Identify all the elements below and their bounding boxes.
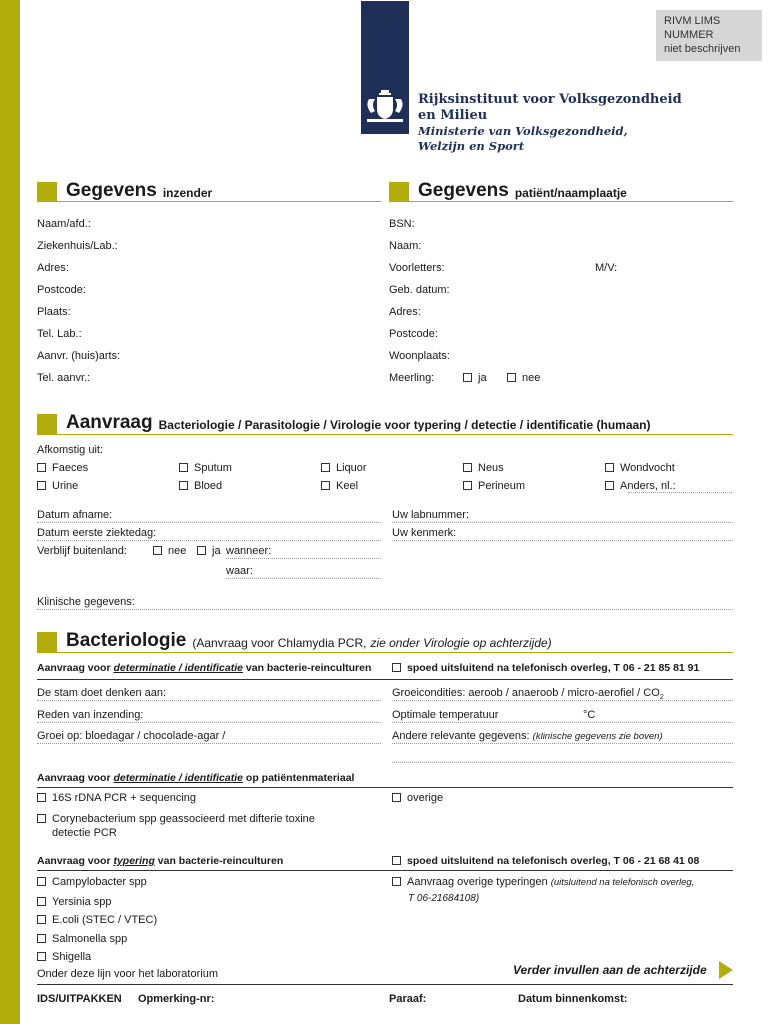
option-urine-label: Urine bbox=[52, 480, 79, 492]
field-postcode[interactable]: Postcode: bbox=[37, 284, 86, 296]
checkbox-icon[interactable] bbox=[37, 814, 46, 823]
org-name-line2: en Milieu bbox=[418, 108, 488, 123]
dotted-line bbox=[37, 540, 381, 541]
field-naam-afd[interactable]: Naam/afd.: bbox=[37, 218, 91, 230]
dotted-line bbox=[226, 558, 381, 559]
lims-line2: NUMMER bbox=[664, 29, 714, 41]
typ-ecoli[interactable] bbox=[37, 914, 157, 926]
inzender-fields bbox=[37, 218, 377, 394]
checkbox-icon[interactable] bbox=[507, 373, 516, 382]
field-voorletters[interactable]: Voorletters: bbox=[389, 262, 445, 274]
checkbox-icon[interactable] bbox=[463, 373, 472, 382]
verblijf-nee-label: nee bbox=[168, 545, 187, 557]
coat-of-arms-icon bbox=[365, 89, 405, 125]
stam-label[interactable]: De stam doet denken aan: bbox=[37, 687, 167, 699]
overige-typ-note: (uitsluitend na telefonisch overleg, bbox=[550, 877, 695, 888]
typ-head-c: van bacterie-reinculturen bbox=[157, 855, 284, 867]
andere-text: Andere relevante gegevens: bbox=[392, 730, 530, 742]
dotted-line bbox=[37, 722, 381, 723]
option-sputum[interactable] bbox=[179, 462, 232, 474]
checkbox-icon[interactable] bbox=[392, 663, 401, 672]
temp-label[interactable]: Optimale temperatuur bbox=[392, 709, 499, 721]
overige-typ-tel: T 06-21684108) bbox=[408, 893, 480, 904]
klinisch-label[interactable]: Klinische gegevens: bbox=[37, 596, 135, 608]
field-adres-patient[interactable]: Adres: bbox=[389, 306, 421, 318]
dotted-line bbox=[392, 540, 733, 541]
dotted-line bbox=[392, 522, 733, 523]
andere-note: (klinische gegevens zie boven) bbox=[532, 731, 663, 742]
dotted-line bbox=[37, 743, 381, 744]
det-head-a: Aanvraag voor bbox=[37, 662, 111, 674]
pat-head bbox=[37, 772, 354, 784]
option-bloed-label: Bloed bbox=[194, 480, 223, 492]
inzender-subtitle: inzender bbox=[162, 186, 213, 200]
verder-label: Verder invullen aan de achterzijde bbox=[513, 963, 707, 977]
groei-label[interactable]: Groei op: bloedagar / chocolade-agar / bbox=[37, 730, 226, 742]
dotted-line bbox=[392, 762, 733, 763]
arrow-right-icon bbox=[719, 961, 733, 979]
divider bbox=[37, 679, 733, 680]
field-woonplaats[interactable]: Woonplaats: bbox=[389, 350, 450, 362]
checkbox-icon[interactable] bbox=[153, 546, 162, 555]
divider bbox=[389, 201, 733, 202]
checkbox-icon[interactable] bbox=[37, 463, 46, 472]
typ-salmonella[interactable] bbox=[37, 933, 127, 945]
typ-head-a: Aanvraag voor bbox=[37, 855, 111, 867]
checkbox-icon[interactable] bbox=[37, 793, 46, 802]
org-name-line1: Rijksinstituut voor Volksgezondheid bbox=[418, 92, 682, 107]
field-voorletters-row bbox=[389, 262, 729, 284]
aanvraag-subtitle: Bacteriologie / Parasitologie / Virologie voor typering / detectie / identificatie (humaan) bbox=[158, 418, 651, 432]
option-sputum-label: Sputum bbox=[194, 462, 232, 474]
typ-head bbox=[37, 855, 283, 867]
lims-line1: RIVM LIMS bbox=[664, 15, 721, 27]
lab-line-label: Onder deze lijn voor het laboratorium bbox=[37, 968, 218, 980]
typ-ecoli-label: E.coli (STEC / VTEC) bbox=[52, 914, 158, 926]
pat-head-a: Aanvraag voor bbox=[37, 772, 111, 784]
meerling-ja-option[interactable] bbox=[463, 372, 487, 384]
option-liquor-label: Liquor bbox=[336, 462, 367, 474]
dotted-line bbox=[392, 722, 733, 723]
lims-line3: niet beschrijven bbox=[664, 43, 741, 55]
field-meerling-row bbox=[389, 372, 729, 394]
checkbox-icon[interactable] bbox=[37, 481, 46, 490]
verblijf-nee-option[interactable] bbox=[153, 545, 186, 557]
checkbox-icon[interactable] bbox=[605, 481, 614, 490]
field-adres[interactable]: Adres: bbox=[37, 262, 69, 274]
dotted-line bbox=[37, 700, 381, 701]
overige-typ-label: Aanvraag overige typeringen bbox=[407, 876, 548, 888]
org-name bbox=[418, 92, 682, 124]
typ-yersinia[interactable] bbox=[37, 896, 112, 908]
typ-head-b: typering bbox=[113, 855, 155, 867]
verblijf-label: Verblijf buitenland: bbox=[37, 545, 127, 557]
overige-typ-option[interactable] bbox=[392, 876, 694, 888]
pat-head-b: determinatie / identificatie bbox=[113, 772, 243, 784]
checkbox-icon[interactable] bbox=[392, 856, 401, 865]
checkbox-icon[interactable] bbox=[463, 463, 472, 472]
checkbox-icon[interactable] bbox=[463, 481, 472, 490]
pcr-label: 16S rDNA PCR + sequencing bbox=[52, 792, 196, 804]
section-marker bbox=[37, 632, 57, 652]
datum-binnenkomst-label[interactable]: Datum binnenkomst: bbox=[518, 993, 628, 1005]
section-marker bbox=[37, 182, 57, 202]
checkbox-icon[interactable] bbox=[37, 934, 46, 943]
rijks-logo bbox=[361, 1, 409, 134]
patient-header bbox=[389, 180, 627, 202]
checkbox-icon[interactable] bbox=[321, 463, 330, 472]
det-head-b: determinatie / identificatie bbox=[113, 662, 243, 674]
field-plaats[interactable]: Plaats: bbox=[37, 306, 71, 318]
section-marker bbox=[37, 414, 57, 434]
bact-subtitle-a: (Aanvraag voor Chlamydia PCR, bbox=[192, 636, 367, 650]
option-anders-label: Anders, nl.: bbox=[620, 480, 676, 492]
bact-title: Bacteriologie bbox=[66, 630, 187, 651]
ministry-line2: Welzijn en Sport bbox=[418, 139, 525, 153]
option-perineum[interactable] bbox=[463, 480, 525, 492]
divider bbox=[37, 652, 733, 653]
meerling-nee-option[interactable] bbox=[507, 372, 540, 384]
side-color-bar bbox=[0, 0, 20, 1024]
dotted-line bbox=[37, 609, 733, 610]
afkomstig-label: Afkomstig uit: bbox=[37, 444, 104, 456]
option-wondvocht-label: Wondvocht bbox=[620, 462, 675, 474]
field-ziekenhuis[interactable]: Ziekenhuis/Lab.: bbox=[37, 240, 118, 252]
pat-head-c: op patiëntenmateriaal bbox=[245, 772, 355, 784]
field-geb-datum[interactable]: Geb. datum: bbox=[389, 284, 450, 296]
pcr-option[interactable] bbox=[37, 792, 196, 804]
labnummer-label[interactable]: Uw labnummer: bbox=[392, 509, 470, 521]
checkbox-icon[interactable] bbox=[392, 793, 401, 802]
divider bbox=[37, 434, 733, 435]
spoed1-label: spoed uitsluitend na telefonisch overleg, T 06 - 21 85 81 91 bbox=[407, 662, 700, 674]
spoed2-label: spoed uitsluitend na telefonisch overleg, T 06 - 21 68 41 08 bbox=[407, 855, 700, 867]
typ-yersinia-label: Yersinia spp bbox=[52, 896, 112, 908]
meerling-nee-label: nee bbox=[522, 372, 541, 384]
field-postcode-patient[interactable]: Postcode: bbox=[389, 328, 438, 340]
dotted-line bbox=[37, 522, 381, 523]
co2-subscript: 2 bbox=[659, 694, 664, 702]
dotted-line bbox=[392, 700, 733, 701]
det-head-c: van bacterie-reinculturen bbox=[245, 662, 372, 674]
checkbox-icon[interactable] bbox=[392, 877, 401, 886]
field-naam[interactable]: Naam: bbox=[389, 240, 422, 252]
checkbox-icon[interactable] bbox=[37, 877, 46, 886]
spoed1-option[interactable] bbox=[392, 662, 699, 674]
checkbox-icon[interactable] bbox=[179, 463, 188, 472]
checkbox-icon[interactable] bbox=[179, 481, 188, 490]
verblijf-row bbox=[37, 545, 381, 557]
option-bloed[interactable] bbox=[179, 480, 222, 492]
inzender-title: Gegevens bbox=[66, 180, 157, 201]
aanvraag-header bbox=[37, 412, 651, 434]
spoed2-option[interactable] bbox=[392, 855, 699, 867]
coryne-option[interactable] bbox=[37, 813, 315, 825]
divider bbox=[37, 984, 733, 985]
patient-fields bbox=[389, 218, 729, 394]
option-faeces-label: Faeces bbox=[52, 462, 89, 474]
section-marker bbox=[389, 182, 409, 202]
field-bsn[interactable]: BSN: bbox=[389, 218, 415, 230]
meerling-ja-label: ja bbox=[478, 372, 487, 384]
patient-subtitle: patiënt/naamplaatje bbox=[514, 186, 627, 200]
option-faeces[interactable] bbox=[37, 462, 88, 474]
option-liquor[interactable] bbox=[321, 462, 367, 474]
inzender-header bbox=[37, 180, 212, 202]
dotted-line bbox=[392, 743, 733, 744]
waar-label[interactable]: waar: bbox=[226, 565, 253, 577]
divider bbox=[37, 201, 381, 202]
option-neus[interactable] bbox=[463, 462, 504, 474]
overige-option[interactable] bbox=[392, 792, 443, 804]
verblijf-ja-label: ja bbox=[212, 545, 221, 557]
coryne-label-1: Corynebacterium spp geassocieerd met difterie toxine bbox=[52, 813, 315, 825]
datum-afname-label[interactable]: Datum afname: bbox=[37, 509, 113, 521]
typ-salmonella-label: Salmonella spp bbox=[52, 933, 128, 945]
checkbox-icon[interactable] bbox=[321, 481, 330, 490]
typ-campylobacter-label: Campylobacter spp bbox=[52, 876, 147, 888]
field-meerling: Meerling: bbox=[389, 372, 435, 384]
andere-label[interactable] bbox=[392, 730, 663, 742]
dotted-line bbox=[226, 578, 381, 579]
checkbox-icon[interactable] bbox=[605, 463, 614, 472]
anders-line[interactable] bbox=[628, 492, 732, 493]
bact-subtitle-b: zie onder Virologie op achterzijde) bbox=[370, 636, 552, 650]
checkbox-icon[interactable] bbox=[197, 546, 206, 555]
option-anders[interactable] bbox=[605, 480, 676, 492]
divider bbox=[37, 870, 733, 871]
option-wondvocht[interactable] bbox=[605, 462, 675, 474]
checkbox-icon[interactable] bbox=[37, 952, 46, 961]
opmerking-label[interactable]: Opmerking-nr: bbox=[138, 993, 215, 1005]
paraaf-label[interactable]: Paraaf: bbox=[389, 993, 427, 1005]
groeicond-text: Groeicondities: aeroob / anaeroob / micro-aerofiel / CO bbox=[392, 687, 660, 699]
ministry-line1: Ministerie van Volksgezondheid, bbox=[418, 124, 628, 138]
aanvraag-title: Aanvraag bbox=[66, 412, 153, 433]
field-mv[interactable]: M/V: bbox=[595, 262, 618, 274]
option-neus-label: Neus bbox=[478, 462, 504, 474]
coryne-label-2: detectie PCR bbox=[52, 827, 117, 839]
checkbox-icon[interactable] bbox=[37, 915, 46, 924]
lims-box bbox=[656, 10, 762, 61]
field-tel-lab[interactable]: Tel. Lab.: bbox=[37, 328, 82, 340]
reden-label[interactable]: Reden van inzending: bbox=[37, 709, 144, 721]
datum-ziektedag-label[interactable]: Datum eerste ziektedag: bbox=[37, 527, 157, 539]
option-urine[interactable] bbox=[37, 480, 78, 492]
det-head bbox=[37, 662, 371, 674]
ids-label: IDS/UITPAKKEN bbox=[37, 993, 122, 1005]
verblijf-ja-option[interactable] bbox=[197, 545, 221, 557]
option-keel-label: Keel bbox=[336, 480, 359, 492]
overige-label: overige bbox=[407, 792, 444, 804]
bact-header bbox=[37, 630, 552, 652]
kenmerk-label[interactable]: Uw kenmerk: bbox=[392, 527, 457, 539]
field-tel-aanvr[interactable]: Tel. aanvr.: bbox=[37, 372, 91, 384]
option-keel[interactable] bbox=[321, 480, 358, 492]
ministry-name bbox=[418, 124, 628, 154]
field-aanvr-arts[interactable]: Aanvr. (huis)arts: bbox=[37, 350, 121, 362]
divider bbox=[37, 787, 733, 788]
wanneer-label[interactable]: wanneer: bbox=[226, 545, 272, 557]
checkbox-icon[interactable] bbox=[37, 897, 46, 906]
typ-campylobacter[interactable] bbox=[37, 876, 147, 888]
temp-unit: °C bbox=[583, 709, 596, 721]
patient-title: Gegevens bbox=[418, 180, 509, 201]
typ-shigella-label: Shigella bbox=[52, 951, 92, 963]
option-perineum-label: Perineum bbox=[478, 480, 526, 492]
typ-shigella[interactable] bbox=[37, 951, 91, 963]
